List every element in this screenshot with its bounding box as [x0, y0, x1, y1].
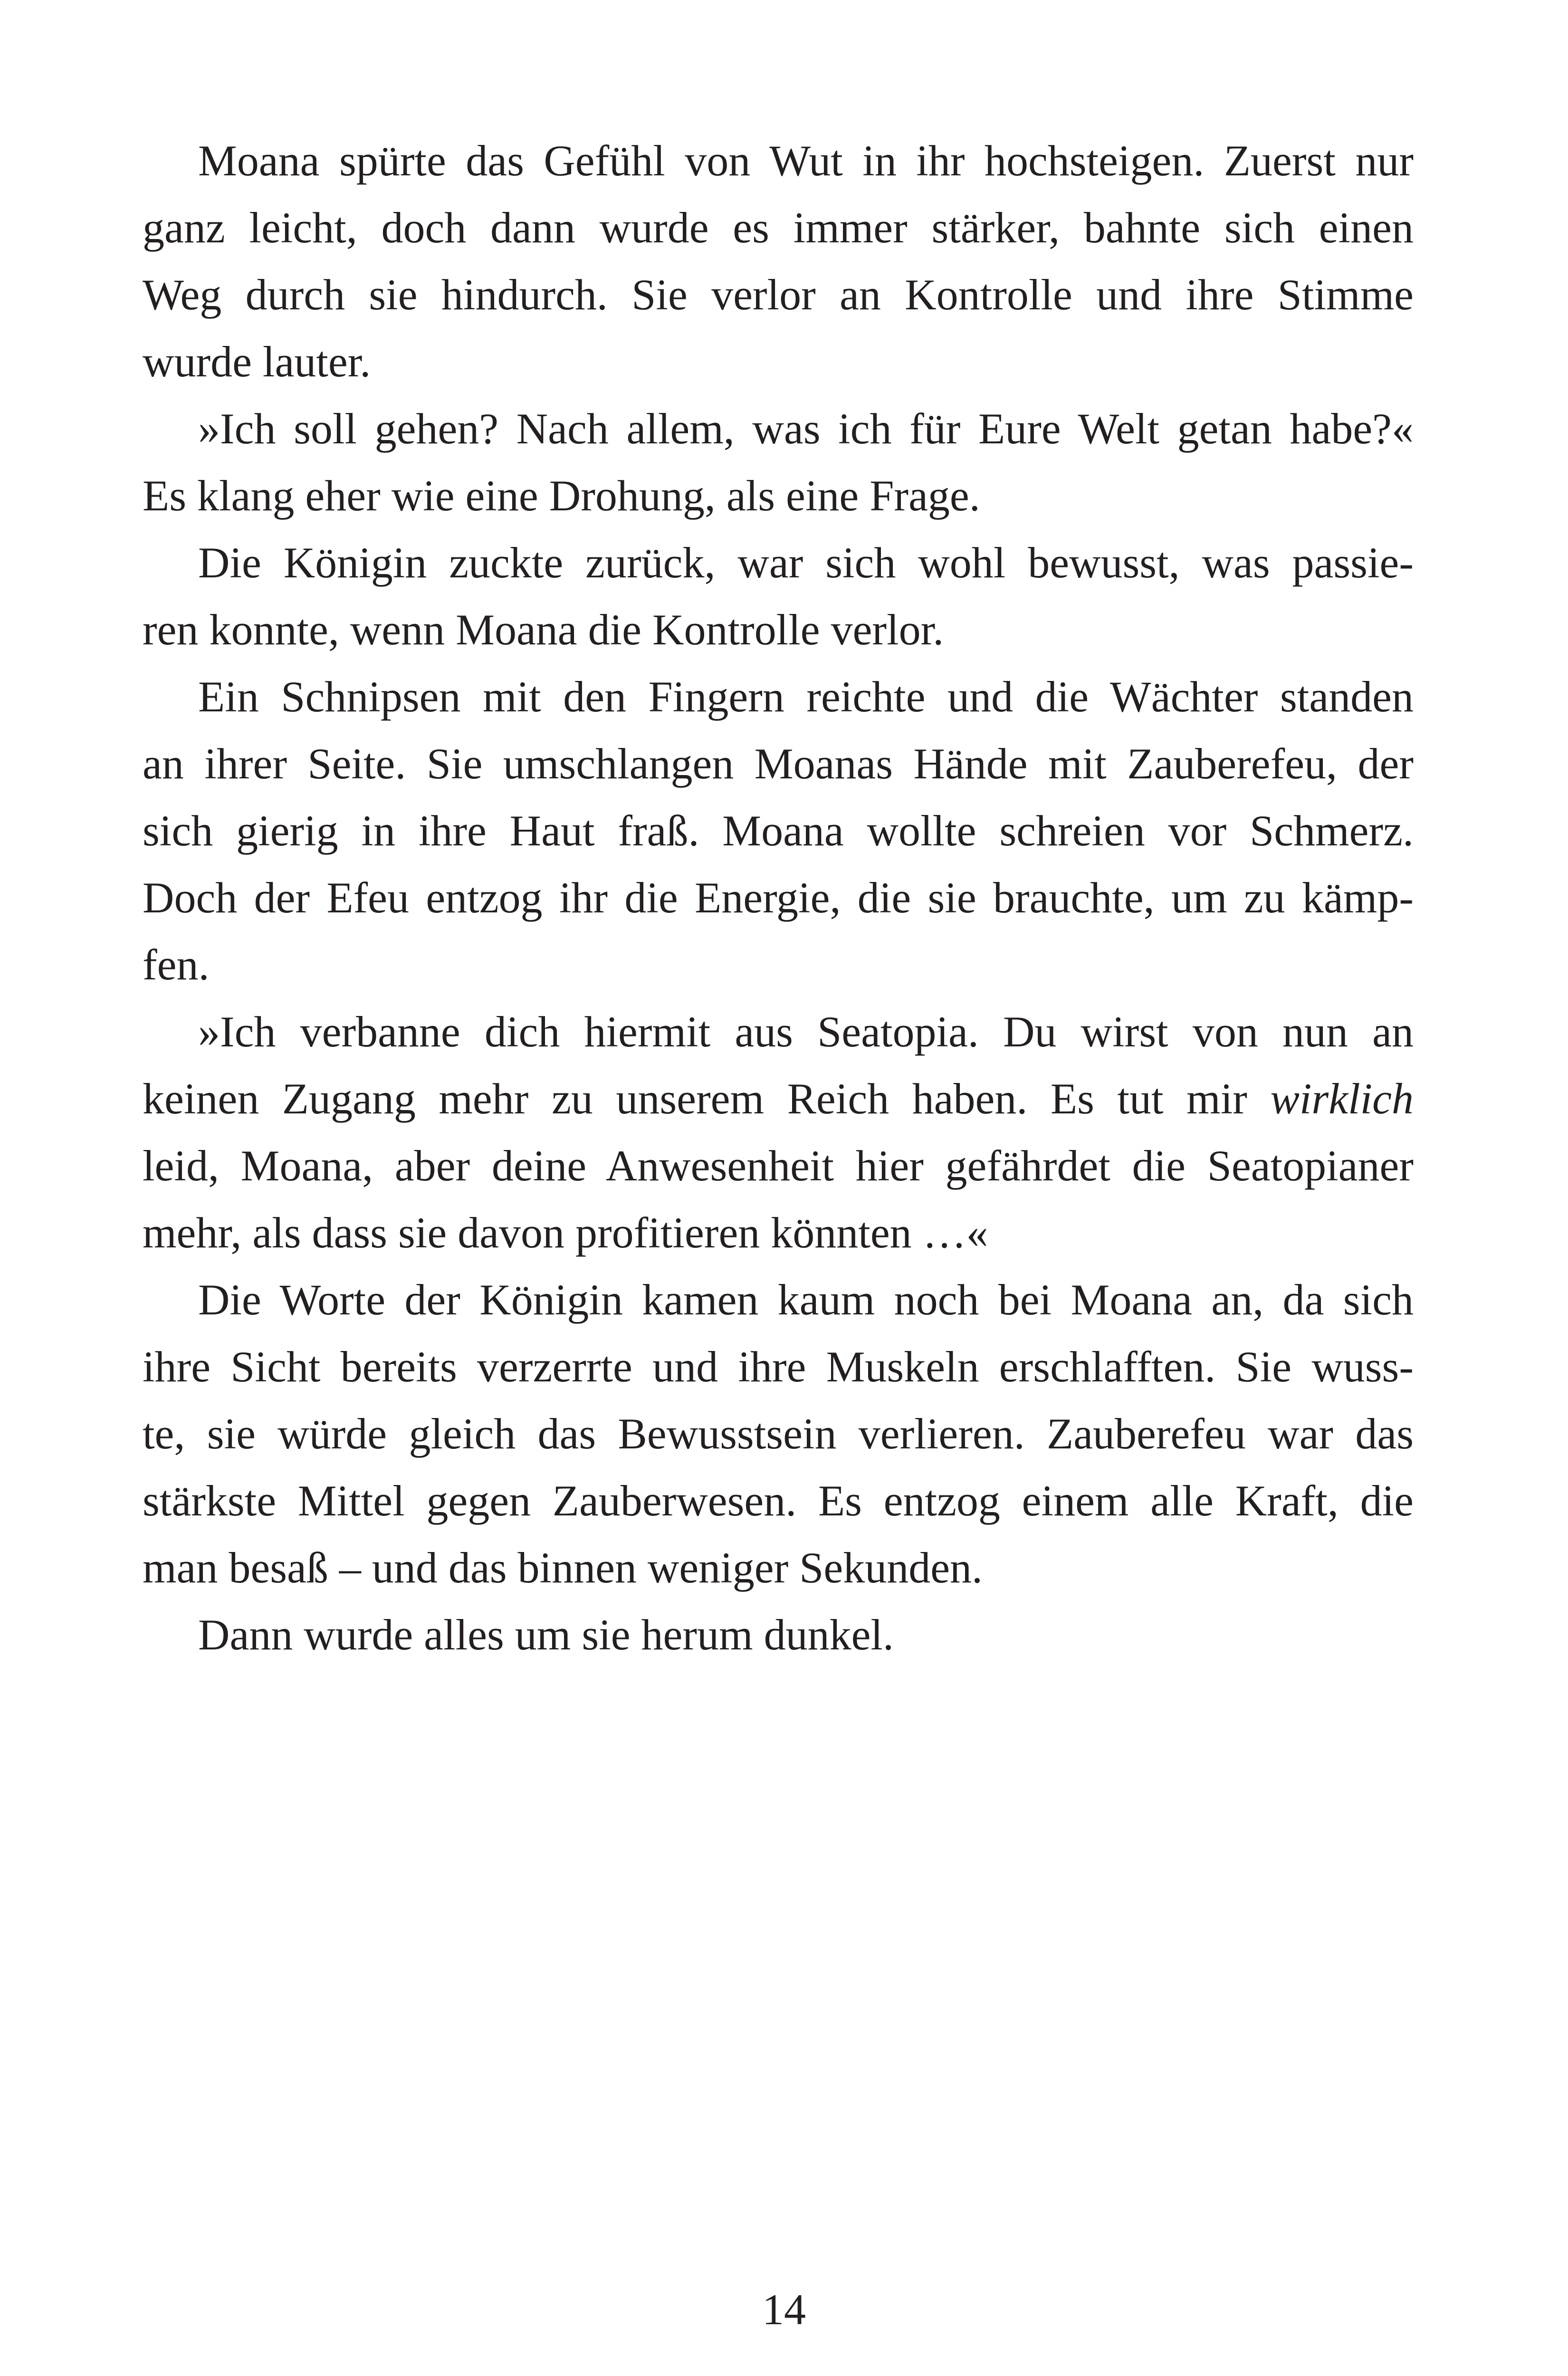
text-line: Die Königin zuckte zurück, war sich wohl bewusst, was passie- — [198, 538, 1414, 587]
text-line: Dann wurde alles um sie herum dunkel. — [198, 1610, 894, 1659]
text-line: »Ich soll gehen? Nach allem, was ich für Eure Welt getan habe?« — [198, 404, 1414, 453]
text-line: man besaß – und das binnen weniger Sekunden. — [143, 1543, 983, 1592]
text-line: ganz leicht, doch dann wurde es immer stärker, bahnte sich einen — [143, 203, 1414, 252]
text-line: Es klang eher wie eine Drohung, als eine Frage. — [143, 471, 980, 520]
text-line: Weg durch sie hindurch. Sie verlor an Kontrolle und ihre Stimme — [143, 270, 1414, 319]
text-line: »Ich verbanne dich hiermit aus Seatopia. Du wirst von nun an — [198, 1007, 1414, 1056]
text-line: wurde lauter. — [143, 337, 371, 386]
text-line: stärkste Mittel gegen Zauberwesen. Es entzog einem alle Kraft, die — [143, 1476, 1414, 1525]
text-line: Ein Schnipsen mit den Fingern reichte und die Wächter standen — [198, 672, 1414, 721]
text-line: te, sie würde gleich das Bewusstsein verlieren. Zauberefeu war das — [143, 1409, 1414, 1458]
page-number: 14 — [762, 2285, 806, 2334]
text-line: Die Worte der Königin kamen kaum noch bei Moana an, da sich — [198, 1275, 1414, 1324]
text-line: sich gierig in ihre Haut fraß. Moana wollte schreien vor Schmerz. — [143, 806, 1414, 855]
text-line: fen. — [143, 940, 210, 989]
text-line: Doch der Efeu entzog ihr die Energie, die sie brauchte, um zu kämp- — [143, 873, 1414, 922]
body-text — [143, 127, 1414, 1668]
text-line: leid, Moana, aber deine Anwesenheit hier gefährdet die Seatopianer — [143, 1141, 1414, 1190]
text-line: Moana spürte das Gefühl von Wut in ihr hochsteigen. Zuerst nur — [198, 136, 1414, 185]
text-line: ihre Sicht bereits verzerrte und ihre Muskeln erschlafften. Sie wuss- — [143, 1342, 1414, 1391]
text-line — [143, 1065, 1414, 1132]
text-line: an ihrer Seite. Sie umschlangen Moanas Hände mit Zauberefeu, der — [143, 739, 1414, 788]
text-line-segment: keinen Zugang mehr zu unserem Reich haben. Es tut mir — [143, 1074, 1271, 1123]
emphasized-word: wirklich — [1270, 1074, 1414, 1123]
text-line: ren konnte, wenn Moana die Kontrolle verlor. — [143, 605, 944, 654]
text-line: mehr, als dass sie davon profitieren könnten …« — [143, 1208, 988, 1257]
